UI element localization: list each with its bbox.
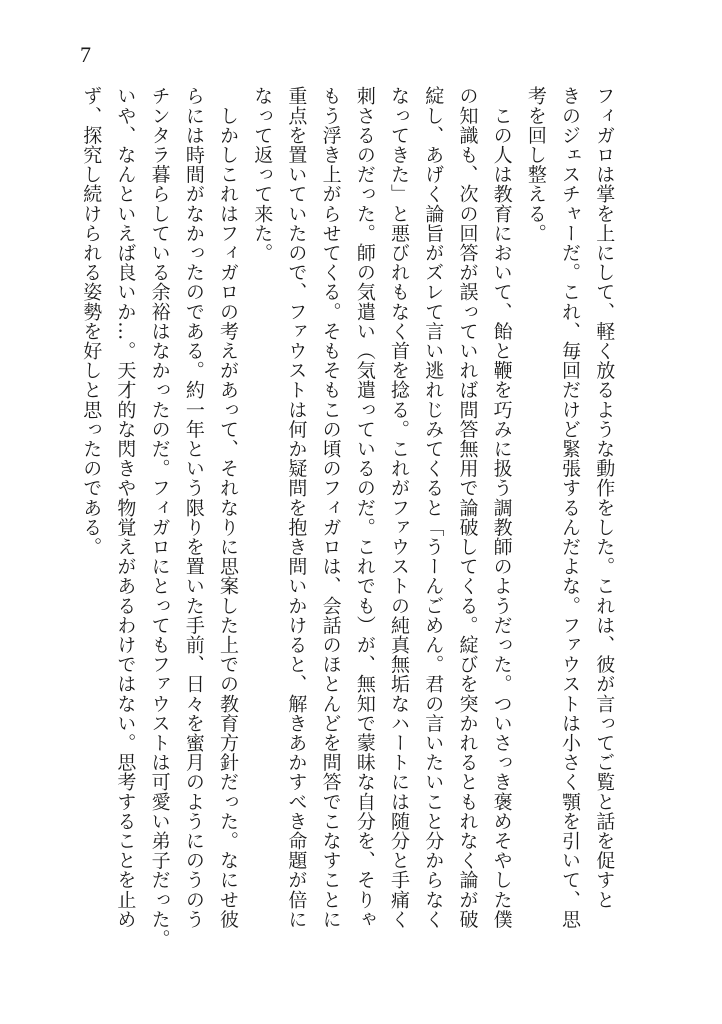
text-line: 考を回し整える。 — [524, 86, 547, 243]
vertical-text-column-group — [74, 86, 621, 966]
text-line: この人は教育において、飴と鞭を巧みに扱う調教師のようだった。ついさっき褒めそやした僕 — [490, 86, 513, 929]
text-line: 綻し、あげく論旨がズレて言い逃れじみてくると「うーんごめん。君の言いたいこと分からなく — [422, 86, 445, 929]
text-line: らには時間がなかったのである。約一年という限りを置いた手前、日々を蜜月のようにのうのう — [182, 86, 205, 929]
text-line: チンタラ暮らしている余裕はなかったのだ。フィガロにとってもファウストは可愛い弟子だった。 — [148, 86, 171, 949]
text-line: なってきた」と悪びれもなく首を捻る。これがファウストの純真無垢なハートには随分と手痛く — [388, 86, 411, 929]
body-text — [74, 86, 644, 966]
text-line: ず、探究し続けられる姿勢を好しと思ったのである。 — [80, 86, 103, 557]
text-line: の知識も、次の回答が誤っていれば問答無用で論破してくる。綻びを突かれるともれなく論が破 — [456, 86, 479, 929]
text-line: しかしこれはフィガロの考えがあって、それなりに思案した上での教育方針だった。なにせ彼 — [217, 86, 240, 929]
text-line: 重点を置いていたので、ファウストは何か疑問を抱き問いかけると、解きあかすべき命題が倍に — [285, 86, 308, 929]
text-line: もう浮き上がらせてくる。そもそもこの頃のフィガロは、会話のほとんどを問答でこなすことに — [319, 86, 342, 929]
text-line: なって返って来た。 — [251, 86, 274, 263]
page-number: 7 — [80, 42, 91, 67]
text-line: 刺さるのだった。師の気遣い（気遣っているのだ。これでも）が、無知で蒙昧な自分を、そりゃ — [353, 86, 376, 929]
text-line: フィガロは掌を上にして、軽く放るような動作をした。これは、彼が言ってご覧と話を促すと — [593, 86, 616, 910]
text-line: いや、なんといえば良いか…。天才的な閃きや物覚えがあるわけではない。思考することを止め — [114, 86, 137, 929]
text-line: きのジェスチャーだ。これ、毎回だけど緊張するんだよな。ファウストは小さく顎を引いて、思 — [559, 86, 582, 929]
